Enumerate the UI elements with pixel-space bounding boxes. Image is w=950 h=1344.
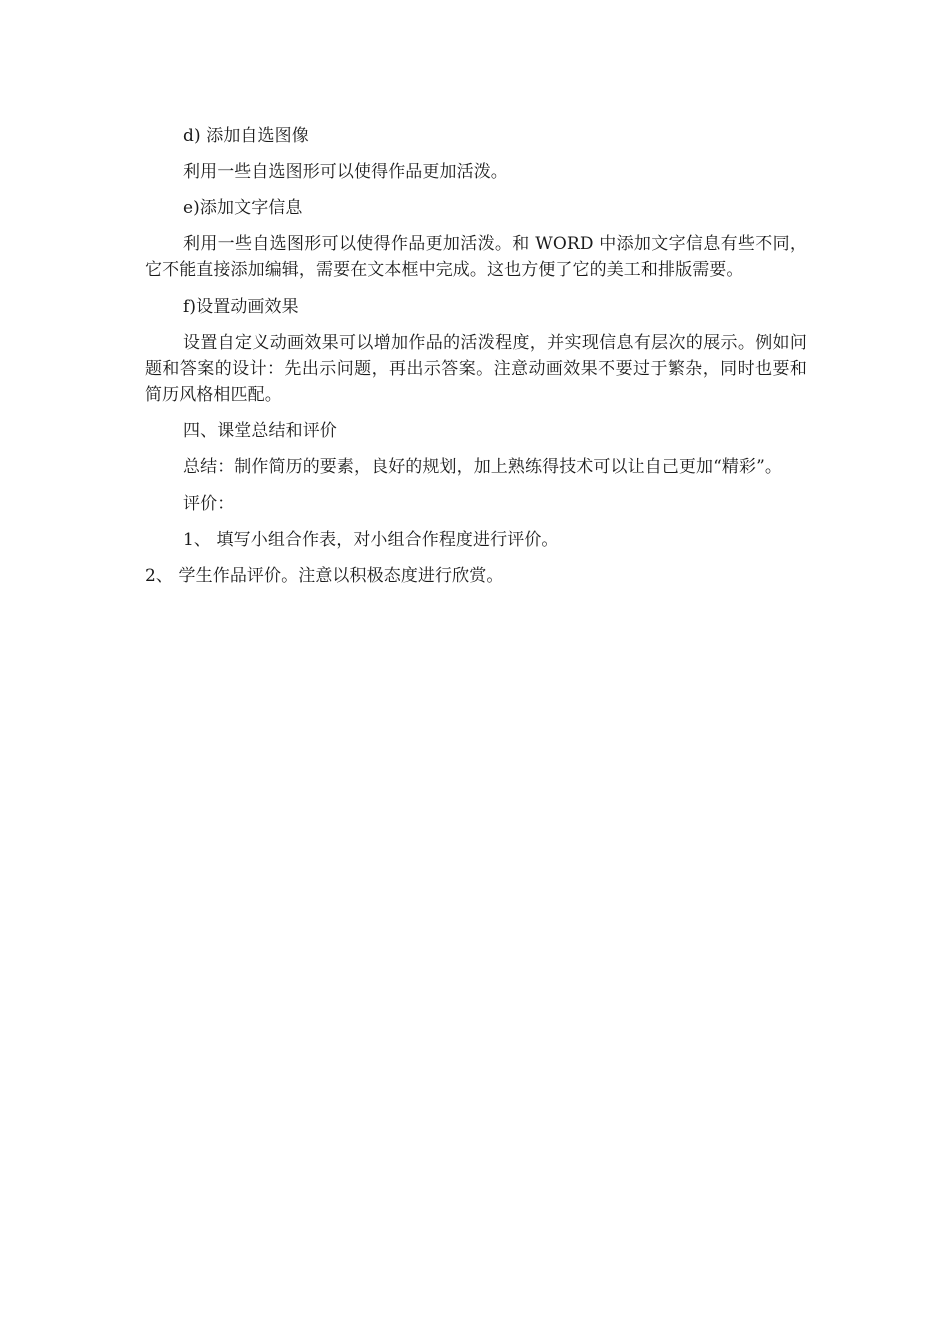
list-number: 1、 [183, 530, 217, 550]
heading-e: e)添加文字信息 [183, 198, 303, 218]
paragraph-summary: 总结：制作简历的要素，良好的规划，加上熟练得技术可以让自己更加“精彩”。 [183, 457, 782, 477]
heading-summary: 四、课堂总结和评价 [183, 421, 337, 441]
paragraph-e: 利用一些自选图形可以使得作品更加活泼。和 WORD 中添加文字信息有些不同，它不能直接添加编辑，需要在文本框中完成。这也方便了它的美工和排版需要。 [145, 234, 807, 280]
evaluation-label: 评价： [183, 494, 235, 514]
list-text: 学生作品评价。注意以积极态度进行欣赏。 [178, 566, 504, 586]
paragraph-f: 设置自定义动画效果可以增加作品的活泼程度，并实现信息有层次的展示。例如问题和答案的设计：先出示问题，再出示答案。注意动画效果不要过于繁杂，同时也要和简历风格相匹配。 [145, 333, 807, 405]
list-item [145, 527, 807, 553]
list-number: 2、 [145, 566, 179, 586]
document-body [145, 123, 807, 589]
paragraph-d: 利用一些自选图形可以使得作品更加活泼。 [183, 162, 508, 182]
list-item [145, 563, 807, 589]
list-text: 填写小组合作表，对小组合作程度进行评价。 [216, 530, 559, 550]
heading-f: f)设置动画效果 [183, 297, 299, 317]
heading-d: d) 添加自选图像 [183, 126, 309, 146]
